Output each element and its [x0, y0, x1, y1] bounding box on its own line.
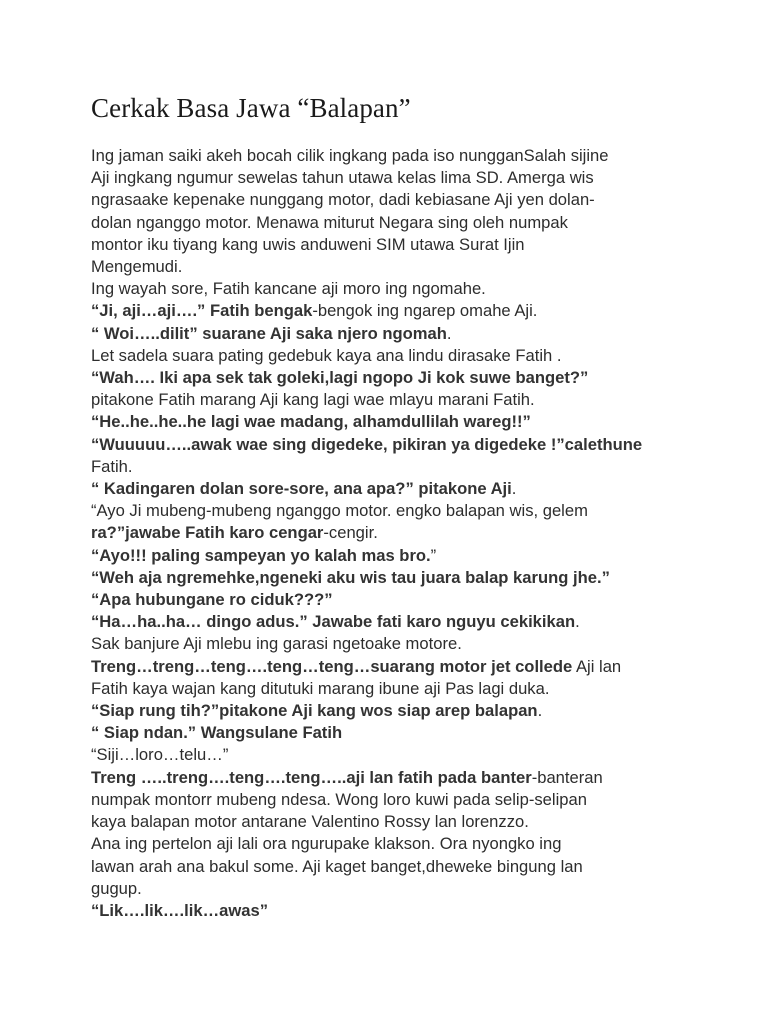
text-segment: dolan nganggo motor. Menawa miturut Negara sing oleh numpak: [91, 212, 568, 232]
text-line: [91, 478, 731, 500]
dialogue-segment: Treng…treng…teng….teng…teng…suarang motor jet collede: [91, 656, 573, 676]
text-line: [91, 789, 731, 811]
text-line: [91, 833, 731, 855]
dialogue-segment: “Wah…. Iki apa sek tak goleki,lagi ngopo Ji kok suwe banget?”: [91, 368, 589, 388]
text-line: [91, 434, 731, 456]
text-line: [91, 367, 731, 389]
text-segment: .: [537, 701, 543, 721]
dialogue-segment: “Apa hubungane ro ciduk???”: [91, 590, 333, 610]
text-line: [91, 589, 731, 611]
dialogue-segment: Treng …..treng….teng….teng…..aji lan fatih pada banter: [91, 767, 532, 787]
text-line: [91, 234, 731, 256]
dialogue-segment: “ Woi…..dilit” suarane Aji saka njero ngomah: [91, 323, 447, 343]
dialogue-segment: “ Siap ndan.” Wangsulane Fatih: [91, 723, 343, 743]
text-segment: Ing jaman saiki akeh bocah cilik ingkang pada iso nungganSalah sijine: [91, 146, 609, 165]
text-segment: Sak banjure Aji mlebu ing garasi ngetoake motore.: [91, 634, 462, 654]
text-segment: ngrasaake kepenake nunggang motor, dadi kebiasane Aji yen dolan-: [91, 190, 595, 210]
text-line: [91, 700, 731, 722]
text-segment: ”: [430, 545, 437, 565]
text-segment: -bengok ing ngarep omahe Aji.: [312, 301, 538, 321]
text-line: [91, 189, 731, 211]
document-page: [91, 92, 731, 922]
dialogue-segment: “Weh aja ngremehke,ngeneki aku wis tau juara balap karung jhe.”: [91, 567, 610, 587]
text-segment: Aji lan: [572, 656, 622, 676]
text-line: [91, 656, 731, 678]
text-segment: pitakone Fatih marang Aji kang lagi wae mlayu marani Fatih.: [91, 390, 535, 410]
story-body: [91, 145, 731, 922]
dialogue-segment: “ Kadingaren dolan sore-sore, ana apa?” pitakone Aji: [91, 479, 512, 499]
text-segment: Let sadela suara pating gedebuk kaya ana lindu dirasake Fatih .: [91, 345, 562, 365]
text-segment: Aji ingkang ngumur sewelas tahun utawa kelas lima SD. Amerga wis: [91, 168, 594, 188]
text-line: [91, 212, 731, 234]
text-line: [91, 522, 731, 544]
text-line: [91, 767, 731, 789]
text-segment: Mengemudi.: [91, 257, 183, 277]
dialogue-segment: “Siap rung tih?”pitakone Aji kang wos siap arep balapan: [91, 701, 538, 721]
dialogue-segment: “Lik….lik….lik…awas”: [91, 900, 269, 920]
text-line: [91, 323, 731, 345]
text-segment: -cengir.: [323, 523, 378, 543]
text-line: [91, 545, 731, 567]
dialogue-segment: “Ji, aji…aji….” Fatih bengak: [91, 301, 313, 321]
text-segment: Fatih.: [91, 456, 133, 476]
text-line: [91, 300, 731, 322]
text-segment: “Siji…loro…telu…”: [91, 745, 229, 765]
text-line: [91, 678, 731, 700]
document-title: Cerkak Basa Jawa “Balapan”: [91, 93, 411, 123]
text-segment: Ing wayah sore, Fatih kancane aji moro ing ngomahe.: [91, 279, 486, 299]
text-segment: .: [511, 479, 517, 499]
text-line: [91, 856, 731, 878]
text-line: [91, 167, 731, 189]
text-line: [91, 611, 731, 633]
dialogue-segment: “Ha…ha..ha… dingo adus.” Jawabe fati karo nguyu cekikikan: [91, 612, 576, 632]
text-segment: gugup.: [91, 878, 142, 898]
text-segment: “Ayo Ji mubeng: [91, 501, 206, 521]
text-line: [91, 145, 731, 167]
text-segment: lawan arah ana bakul some. Aji kaget banget,dheweke bingung lan: [91, 856, 583, 876]
text-line: [91, 878, 731, 900]
text-segment: -banteran: [531, 767, 603, 787]
text-segment: Fatih kaya wajan kang ditutuki marang ibune aji Pas lagi duka.: [91, 678, 550, 698]
dialogue-segment: ra?”jawabe Fatih karo cengar: [91, 523, 324, 543]
text-segment: -mubeng nganggo motor. engko balapan wis, gelem: [206, 501, 588, 521]
text-line: [91, 500, 731, 522]
text-line: [91, 256, 731, 278]
text-segment: kaya balapan motor antarane Valentino Rossy lan lorenzzo.: [91, 812, 529, 832]
text-line: [91, 278, 731, 300]
text-line: [91, 722, 731, 744]
text-line: [91, 389, 731, 411]
text-line: [91, 811, 731, 833]
text-line: [91, 456, 731, 478]
text-line: [91, 345, 731, 367]
text-segment: montor iku tiyang kang uwis anduweni SIM utawa Surat Ijin: [91, 234, 525, 254]
text-segment: numpak montorr mubeng ndesa. Wong loro kuwi pada selip-selipan: [91, 789, 587, 809]
dialogue-segment: “Ayo!!! paling sampeyan yo kalah mas bro.: [91, 545, 431, 565]
dialogue-segment: “He..he..he..he lagi wae madang, alhamdullilah wareg!!”: [91, 412, 531, 432]
dialogue-segment: “Wuuuuu…..awak wae sing digedeke, pikiran ya digedeke !”calethune: [91, 434, 643, 454]
text-segment: Ana ing pertelon aji lali ora ngurupake klakson. Ora nyongko ing: [91, 834, 562, 854]
text-line: [91, 900, 731, 922]
text-line: [91, 744, 731, 766]
text-line: [91, 567, 731, 589]
text-line: [91, 633, 731, 655]
text-line: [91, 411, 731, 433]
text-segment: .: [575, 612, 580, 632]
text-segment: .: [446, 323, 452, 343]
